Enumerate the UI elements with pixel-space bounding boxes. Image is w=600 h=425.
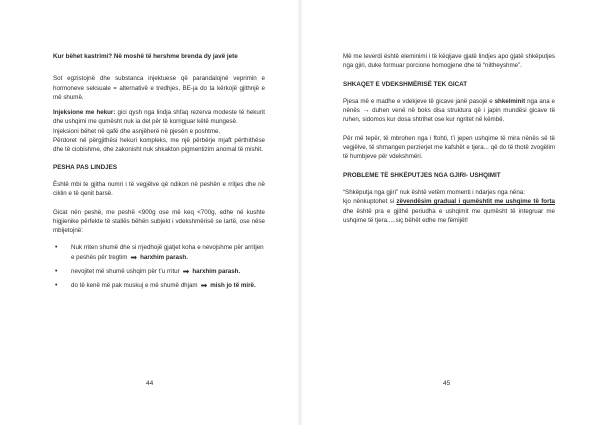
list-item-result: harxhim parash. [140, 253, 188, 261]
paragraph-text: Pjesa më e madhe e vdekjeve të gicave janë pasojë e [343, 97, 495, 105]
right-page-content [343, 52, 555, 231]
section-heading: PROBLEME TË SHKËPUTJES NGA GJIRI- USHQIMIT [343, 171, 501, 179]
paragraph [343, 97, 555, 125]
arrow-right-icon: ➡ [130, 252, 138, 262]
bullet-list [53, 243, 265, 290]
left-page-content [53, 52, 265, 296]
paragraph-text: duhen venë në boks disa struktura që i japin mundësi gicave të ruhen, sidomos kur dosa shtrihet ose kur ngritet në këmbë. [343, 107, 556, 124]
paragraph-text: gici qysh nga lindja shfaq rezerva modeste të hekurit dhe ushqimi me qumësht nuk ia del për të korrigjuar këtë mungesë. [53, 109, 265, 126]
paragraph: Gicat nën peshë, me peshë <900g ose më keq <700g, edhe në kushte higjienike përfekte të stallës bëhën subjekt i vdekshmërisë se lartë, ose nëse mbijetojnë: [53, 208, 265, 235]
list-item-result: harxhim parash. [192, 268, 241, 276]
paragraph: Sot egzistojnë dhe substanca injektuese që parandalojnë veprimin e hormoneve seksuale = alternativë e tredhjes, BE-ja do ta kërkojë gjithnjë e më shumë. [53, 75, 265, 101]
paragraph-text: nga ana e nënës [343, 97, 556, 115]
bullet-icon: • [55, 244, 58, 252]
list-item [53, 243, 265, 262]
paragraph-text: dhe është pra e gjithë periudha e ushqimit me qumësht të integruar me ushqime të tjera.....siç bëhët edhe me fëmijët! [343, 207, 555, 224]
paragraph-iron [53, 108, 265, 127]
bullet-icon: • [55, 268, 58, 276]
list-item [53, 281, 265, 290]
right-page [300, 0, 600, 425]
page-number: 44 [146, 380, 154, 387]
list-item-text: nevojitet më shumë ushqim për t’u rritur [71, 268, 180, 276]
bullet-icon: • [55, 282, 58, 290]
list-item-result: mish jo të mirë. [210, 282, 256, 290]
page-heading: Kur bëhet kastrimi? Në moshë të hershme brenda dy javë jete [53, 53, 238, 60]
paragraph-text: kjo nënkuptohet si [343, 198, 397, 206]
underlined-term: zëvendësim gradual i qumështit me ushqime të forta [396, 198, 555, 206]
bold-term: Injeksione me hekur: [53, 109, 116, 117]
paragraph: Është mbi te gjitha numri i të vegjëlve që ndikon në peshën e rritjes dhe në ciklin e të qenit barsë. [53, 180, 265, 198]
section-heading: PESHA PAS LINDJES [53, 163, 118, 171]
paragraph-line: Përdoret në përgjithësi hekuri kompleks, me një përbërje mjaft përthithëse dhe të ciobishme, dhe zakonisht nuk shkakton pigmentizim anomal të mishit. [53, 137, 265, 154]
list-item [53, 267, 265, 276]
section-heading: SHKAQET E VDEKSHMËRISË TEK GICAT [343, 80, 468, 88]
paragraph [343, 197, 555, 225]
paragraph: Më me leverdi është eleminimi i të këqijave gjatë lindjes apo gjatë shkëputjes nga gjiri, duke formuar porcione homogjene dhe të “niltheyshme”. [343, 53, 555, 70]
list-item-text: Nuk rriten shumë dhe si rrjedhojë gjatjet koha e nevojshme për arritjen e peshës për tregtim [71, 244, 264, 261]
arrow-right-icon: ➡ [182, 267, 190, 277]
list-item-text: do të kenë më pak muskuj e më shumë dhjam [71, 282, 198, 290]
paragraph-line: Injeksioni bëhet në qafë dhe asnjëherë në pjesën e poshtme. [53, 127, 221, 135]
page-number: 45 [443, 380, 451, 387]
paragraph: Për më tepër, të mbrohen nga i ftohti, t’i jepen ushqime të mira nënës së të vegjëlve, të shmangen perzierjet me kafshët e tjera... që do të thotë zvogëlim të humbjeve për vdekshmëri. [343, 134, 555, 161]
arrow-right-icon: → [362, 107, 370, 115]
paragraph: “Shkëputja nga gjiri” nuk është vetëm momenti i ndarjes nga nëna: [343, 188, 525, 196]
book-gutter [297, 0, 303, 425]
bold-term: shkelminit [494, 97, 526, 105]
arrow-right-icon: ➡ [200, 281, 208, 291]
